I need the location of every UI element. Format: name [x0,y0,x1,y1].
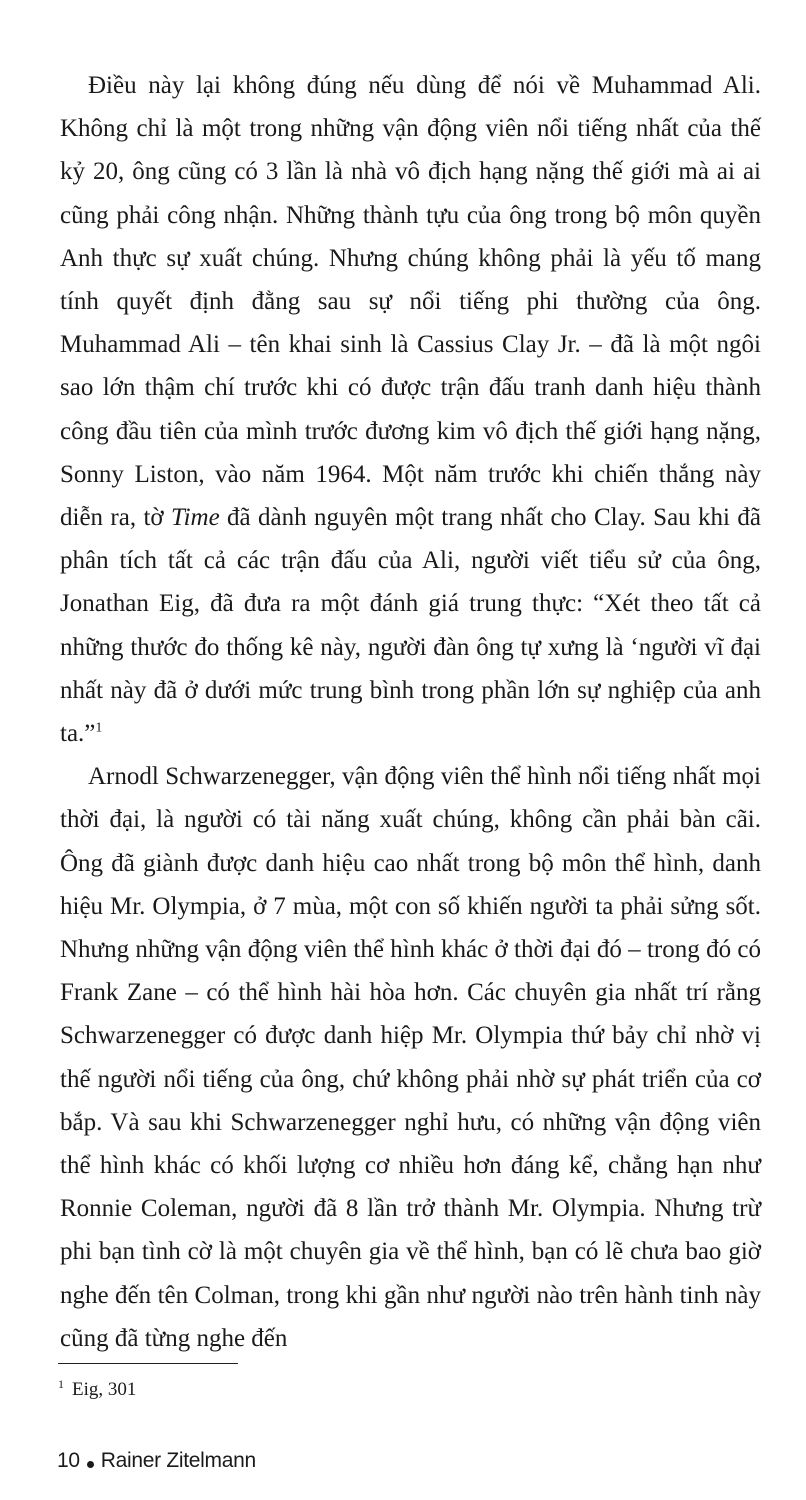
italic-title-time: Time [171,504,220,532]
page-number: 10 [57,1449,80,1472]
paragraph-text: Điều này lại không đúng nếu dùng để nói về Muhammad Ali. Không chỉ là một trong những vận động viên nổi tiếng nhất của thế kỷ 20, ông cũng có 3 lần là nhà vô địch hạng nặng thế giới mà ai ai cũng phải công nhận. Những thành tựu của ông trong bộ môn quyền Anh thực sự xuất chúng. Nhưng chúng không phải là yếu tố mang tính quyết định đằng sau sự nổi tiếng phi thường của ông. Muhammad Ali – tên khai sinh là Cassius Clay Jr. – đã là một ngôi sao lớn thậm chí trước khi có được trận đấu tranh danh hiệu thành công đầu tiên của mình trước đương kim vô địch thế giới hạng nặng, Sonny Liston, vào năm 1964. Một năm trước khi chiến thắng này diễn ra, tờ [60,72,761,532]
footnote-text: Eig, 301 [72,1379,137,1400]
footnote-reference[interactable]: 1 [95,720,103,736]
page-footer [57,1447,256,1475]
footnote [58,1377,136,1403]
footnote-divider [58,1363,238,1364]
paragraph-text: đã dành nguyên một trang nhất cho Clay. Sau khi đã phân tích tất cả các trận đấu của Ali, người viết tiểu sử của ông, Jonathan Eig, đã đưa ra một đánh giá trung thực: “Xét theo tất cả những thước đo thống kê này, người đàn ông tự xưng là ‘người vĩ đại nhất này đã ở dưới mức trung bình trong phần lớn sự nghiệp của anh ta.” [60,504,761,748]
bullet-separator-icon [87,1461,94,1468]
paragraph-schwarzenegger: Arnodl Schwarzenegger, vận động viên thể hình nổi tiếng nhất mọi thời đại, là người có tài năng xuất chúng, không cần phải bàn cãi. Ông đã giành được danh hiệu cao nhất trong bộ môn thể hình, danh hiệu Mr. Olympia, ở 7 mùa, một con số khiến người ta phải sửng sốt. Nhưng những vận động viên thể hình khác ở thời đại đó – trong đó có Frank Zane – có thể hình hài hòa hơn. Các chuyên gia nhất trí rằng Schwarzenegger có được danh hiệp Mr. Olympia thứ bảy chỉ nhờ vị thế người nổi tiếng của ông, chứ không phải nhờ sự phát triển của cơ bắp. Và sau khi Schwarzenegger nghỉ hưu, có những vận động viên thể hình khác có khối lượng cơ nhiều hơn đáng kể, chẳng hạn như Ronnie Coleman, người đã 8 lần trở thành Mr. Olympia. Nhưng trừ phi bạn tình cờ là một chuyên gia về thể hình, bạn có lẽ chưa bao giờ nghe đến tên Colman, trong khi gần như người nào trên hành tinh này cũng đã từng nghe đến [60,763,761,1352]
paragraph-muhammad-ali [60,64,761,755]
body-text [60,64,761,1360]
running-author: Rainer Zitelmann [100,1449,256,1472]
footnote-marker: 1 [58,1376,64,1391]
